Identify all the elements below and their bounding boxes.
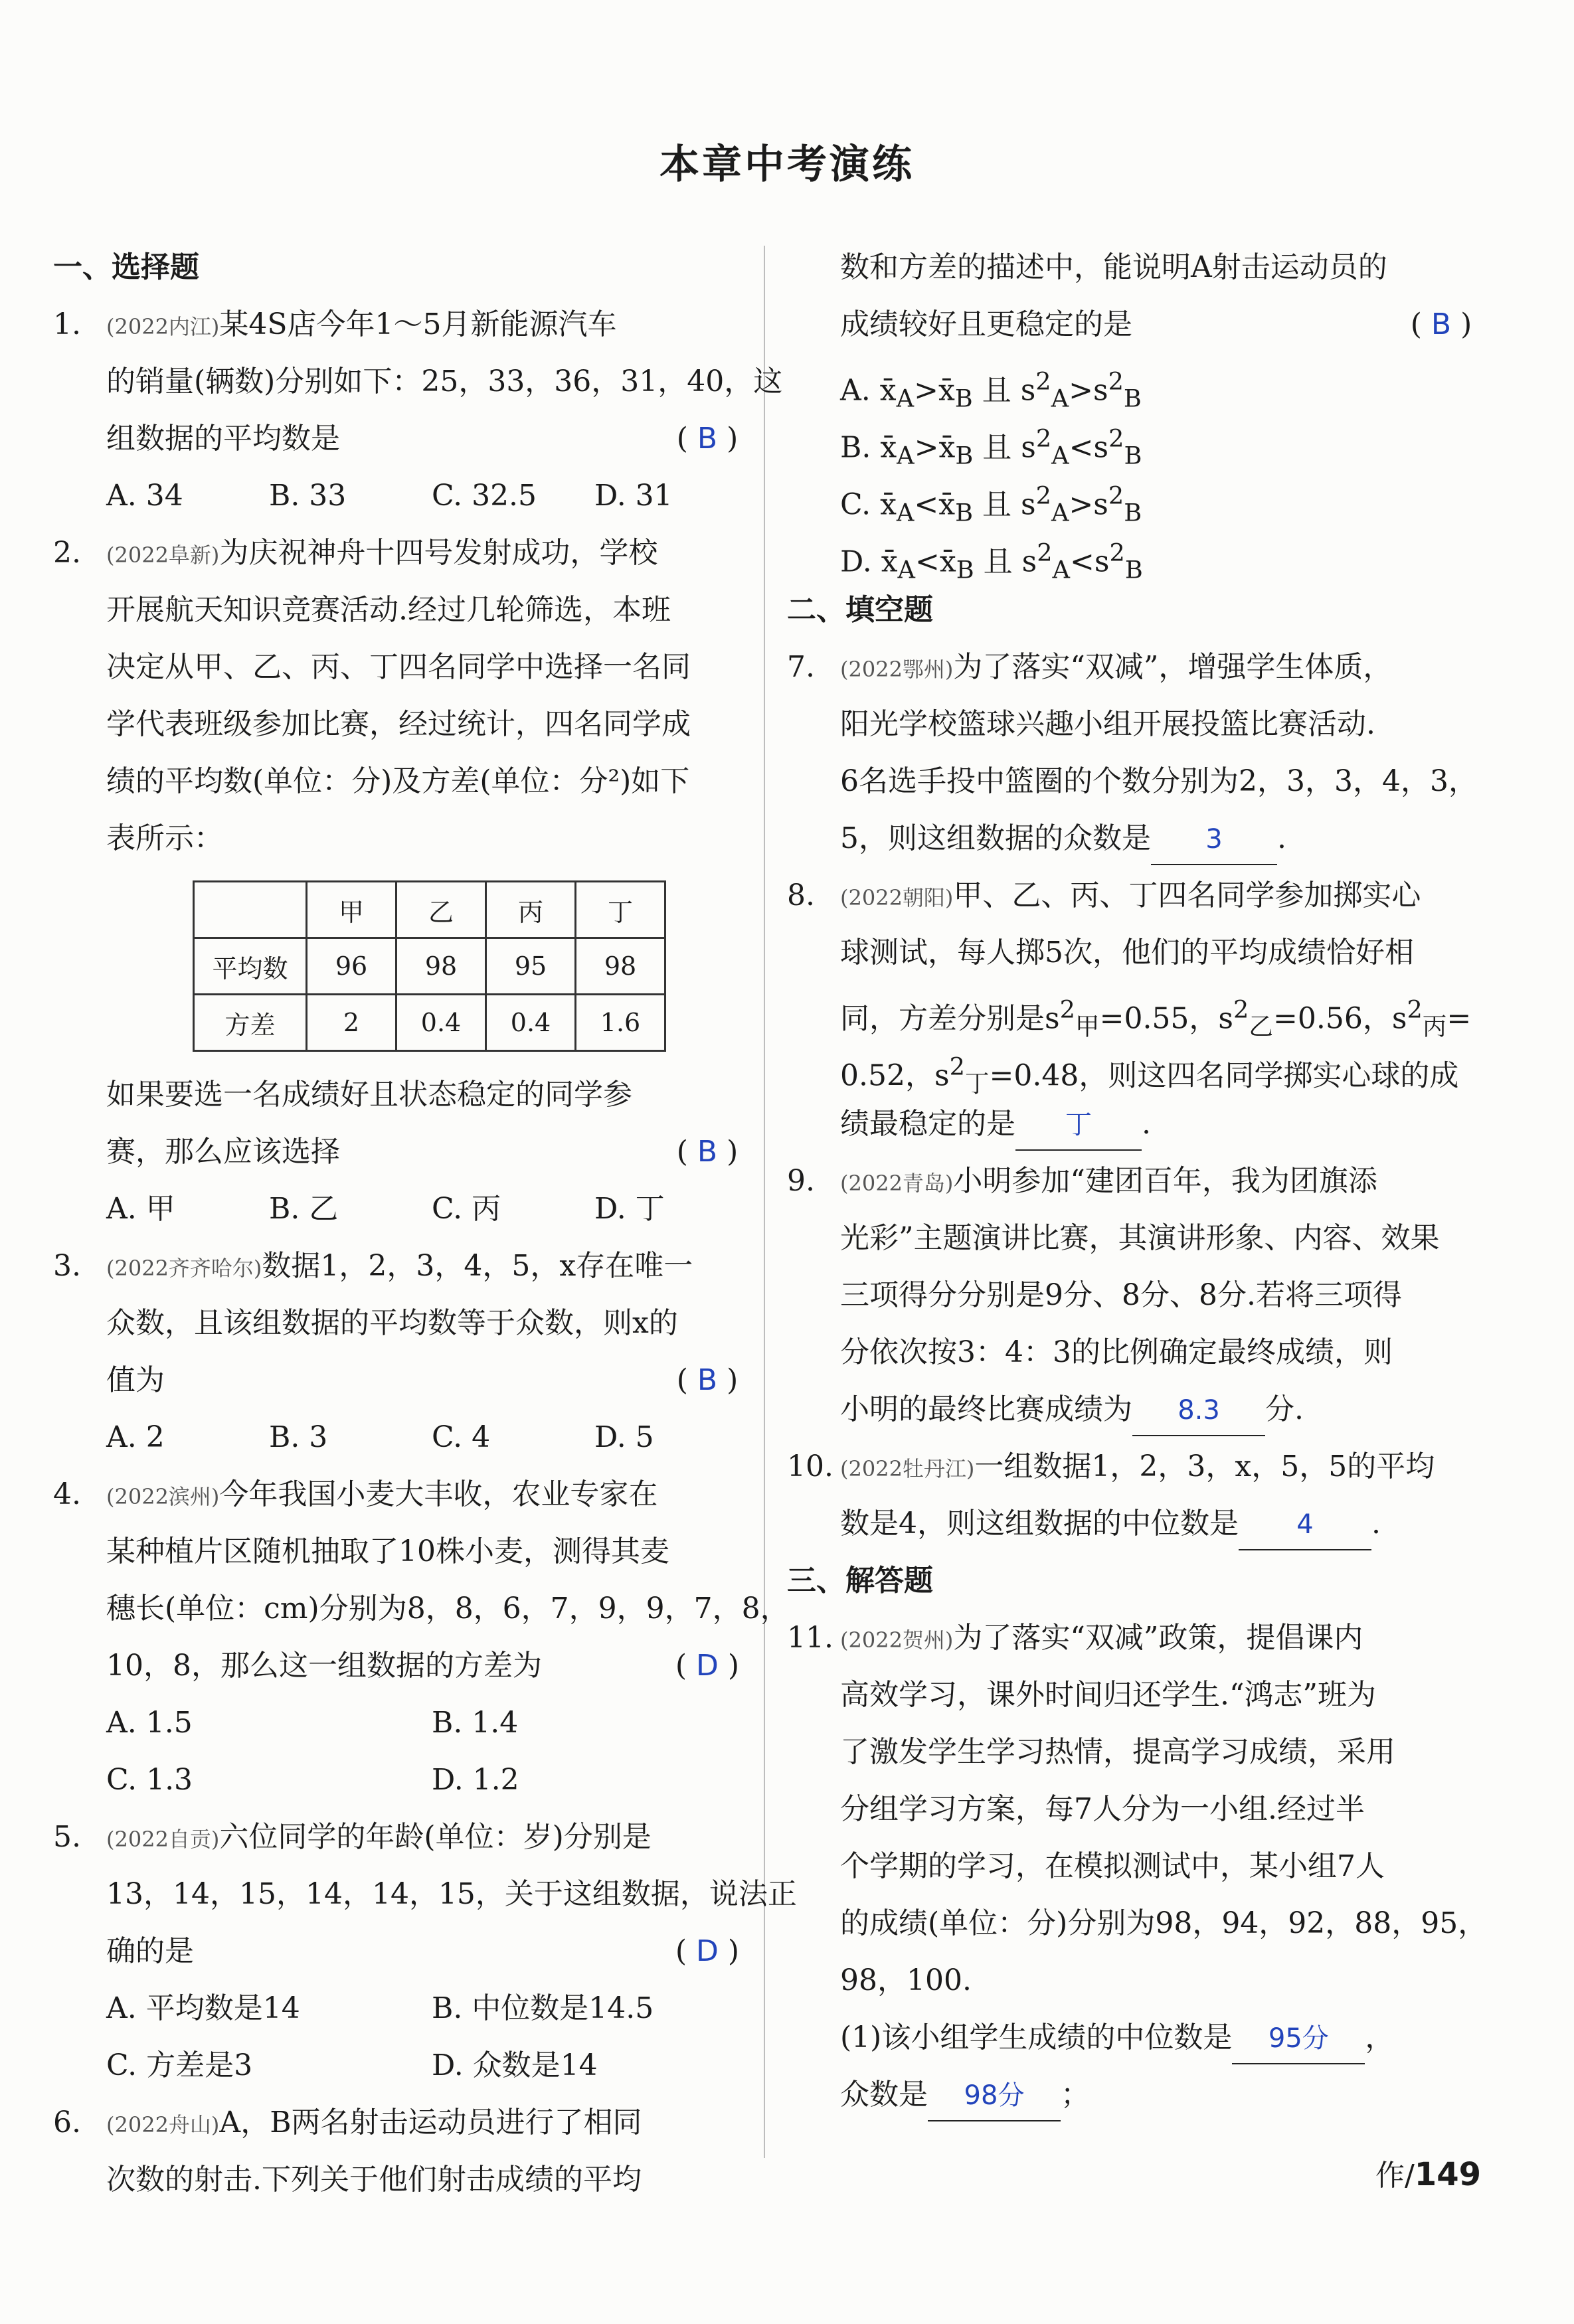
question-7-line-4: 5，则这组数据的众数是 3 . xyxy=(787,810,1491,867)
question-10-line-1: 10. (2022牡丹江)一组数据1，2，3，x，5，5的平均 xyxy=(787,1450,1435,1483)
question-6-option-b: B. $x̄_A>x̄_B$ 且 $s^2_A<s^2_B$ xyxy=(840,424,1142,470)
question-6-line-4: 成绩较好且更稳定的是 ( B ) xyxy=(787,296,1491,353)
question-1-line-1: 1. (2022内江)某4S店今年1～5月新能源汽车 xyxy=(53,307,617,341)
question-11-line-2: 高效学习，课外时间归还学生.“鸿志”班为 xyxy=(840,1678,1376,1712)
question-11-part-1-cont: 众数是 98分 ； xyxy=(787,2066,1491,2123)
question-2-line-3: 决定从甲、乙、丙、丁四名同学中选择一名同 xyxy=(106,650,691,684)
question-7-line-2: 阳光学校篮球兴趣小组开展投篮比赛活动. xyxy=(840,707,1375,741)
question-2-line-4: 学代表班级参加比赛，经过统计，四名同学成 xyxy=(106,707,691,741)
question-4-line-2: 某种植片区随机抽取了10株小麦，测得其麦 xyxy=(106,1535,669,1568)
question-6-option-d: D. $x̄_A<x̄_B$ 且 $s^2_A<s^2_B$ xyxy=(840,539,1143,584)
answer-blank: 丁 xyxy=(1015,1107,1142,1151)
question-8-line-2: 球测试，每人掷5次，他们的平均成绩恰好相 xyxy=(840,936,1414,969)
question-6-line-1: 6. (2022舟山)A，B两名射击运动员进行了相同 xyxy=(53,2106,642,2139)
question-5-options-row-1: A. 平均数是14 B. 中位数是14.5 xyxy=(106,1991,654,2025)
question-6-line-3: 数和方差的描述中，能说明A射击运动员的 xyxy=(840,250,1387,284)
question-10-line-2: 数是4，则这组数据的中位数是 4 . xyxy=(787,1495,1491,1552)
question-2-line-5: 绩的平均数(单位：分)及方差(单位：分²)如下 xyxy=(106,764,690,798)
question-11-line-6: 的成绩(单位：分)分别为98，94，92，88，95， xyxy=(840,1906,1488,1940)
page-number: 作/149 xyxy=(1375,2156,1481,2193)
question-8-line-4: 0.52，$s^2_丁=0.48$，则这四名同学掷实心球的成 xyxy=(840,1052,1459,1098)
question-6-option-a: A. $x̄_A>x̄_B$ 且 $s^2_A>s^2_B$ xyxy=(840,367,1142,413)
question-2-line-8: 赛，那么应该选择 ( B ) xyxy=(53,1123,757,1181)
question-11-line-5: 个学期的学习，在模拟测试中，某小组7人 xyxy=(840,1849,1385,1883)
answer-bracket: ( B ) xyxy=(676,422,739,456)
answer-blank: 3 xyxy=(1151,821,1277,865)
section-heading-fill: 二、填空题 xyxy=(787,593,933,627)
answer-blank: 95分 xyxy=(1232,2021,1365,2064)
question-4-line-4: 10，8，那么这一组数据的方差为 ( D ) xyxy=(53,1637,757,1695)
question-2-line-7: 如果要选一名成绩好且状态稳定的同学参 xyxy=(106,1078,632,1112)
question-5-options-row-2: C. 方差是3 D. 众数是14 xyxy=(106,2048,598,2082)
answer-bracket: ( B ) xyxy=(676,1135,739,1169)
question-6-line-2: 次数的射击.下列关于他们射击成绩的平均 xyxy=(106,2163,642,2197)
question-9-line-5: 小明的最终比赛成绩为 8.3 分. xyxy=(787,1381,1491,1438)
question-8-line-1: 8. (2022朝阳)甲、乙、丙、丁四名同学参加掷实心 xyxy=(787,878,1421,912)
question-9-line-1: 9. (2022青岛)小明参加“建团百年，我为团旗添 xyxy=(787,1164,1377,1198)
question-7-line-1: 7. (2022鄂州)为了落实“双减”，增强学生体质， xyxy=(787,650,1393,684)
answer-bracket: ( D ) xyxy=(675,1934,740,1968)
question-11-line-7: 98，100. xyxy=(840,1963,972,1997)
question-7-line-3: 6名选手投中篮圈的个数分别为2，3，3，4，3， xyxy=(840,764,1478,798)
question-9-line-4: 分依次按3：4：3的比例确定最终成绩，则 xyxy=(840,1335,1393,1369)
question-3-line-1: 3. (2022齐齐哈尔)数据1，2，3，4，5，x存在唯一 xyxy=(53,1249,693,1283)
question-1-options: A. 34 B. 33 C. 32.5 D. 31 xyxy=(106,479,673,513)
answer-bracket: ( B ) xyxy=(1410,307,1472,341)
answer-blank: 98分 xyxy=(928,2078,1061,2121)
question-9-line-3: 三项得分分别是9分、8分、8分.若将三项得 xyxy=(840,1278,1402,1312)
question-5-line-1: 5. (2022自贡)六位同学的年龄(单位：岁)分别是 xyxy=(53,1820,652,1854)
answer-blank: 4 xyxy=(1239,1507,1371,1550)
question-4-line-3: 穗长(单位：cm)分别为8，8，6，7，9，9，7，8， xyxy=(106,1592,790,1625)
question-6-option-c: C. $x̄_A<x̄_B$ 且 $s^2_A>s^2_B$ xyxy=(840,481,1142,527)
question-5-line-2: 13，14，15，14，14，15，关于这组数据，说法正 xyxy=(106,1877,797,1911)
question-8-line-5: 绩最稳定的是 丁 . xyxy=(787,1096,1491,1153)
answer-blank: 8.3 xyxy=(1132,1392,1265,1436)
table-row: 甲 乙 丙 丁 xyxy=(194,882,665,938)
question-4-options-row-1: A. 1.5 B. 1.4 xyxy=(106,1706,519,1740)
question-1-line-2: 的销量(辆数)分别如下：25，33，36，31，40，这 xyxy=(106,365,783,398)
question-11-line-4: 分组学习方案，每7人分为一小组.经过半 xyxy=(840,1792,1365,1826)
section-heading-solve: 三、解答题 xyxy=(787,1564,933,1598)
page-title: 本章中考演练 xyxy=(659,141,915,188)
question-8-line-3: 同，方差分别是$s^2_甲=0.55$，$s^2_乙=0.56$，$s^2_丙=$ xyxy=(840,995,1472,1041)
question-9-line-2: 光彩”主题演讲比赛，其演讲形象、内容、效果 xyxy=(840,1221,1440,1255)
section-heading-choice: 一、选择题 xyxy=(53,250,199,284)
question-5-line-3: 确的是 ( D ) xyxy=(53,1923,757,1980)
question-2-line-2: 开展航天知识竞赛活动.经过几轮筛选，本班 xyxy=(106,593,671,627)
answer-bracket: ( B ) xyxy=(676,1363,739,1397)
question-11-line-3: 了激发学生学习热情，提高学习成绩，采用 xyxy=(840,1735,1395,1769)
question-2-line-1: 2. (2022阜新)为庆祝神舟十四号发射成功，学校 xyxy=(53,536,658,570)
question-11-part-1: (1)该小组学生成绩的中位数是 95分 ， xyxy=(787,2009,1491,2066)
question-2-options: A. 甲 B. 乙 C. 丙 D. 丁 xyxy=(106,1192,665,1226)
table-row: 方差 2 0.4 0.4 1.6 xyxy=(194,995,665,1051)
left-column xyxy=(53,239,797,2208)
question-3-line-3: 值为 ( B ) xyxy=(53,1352,757,1409)
score-table xyxy=(193,880,666,1052)
answer-bracket: ( D ) xyxy=(675,1649,740,1683)
question-4-options-row-2: C. 1.3 D. 1.2 xyxy=(106,1763,519,1797)
question-2-line-6: 表所示： xyxy=(106,821,223,855)
question-11-line-1: 11. (2022贺州)为了落实“双减”政策，提倡课内 xyxy=(787,1621,1363,1655)
right-column xyxy=(787,239,1491,2123)
question-3-options: A. 2 B. 3 C. 4 D. 5 xyxy=(106,1420,654,1454)
question-1-line-3: 组数据的平均数是 ( B ) xyxy=(53,410,757,467)
table-row: 平均数 96 98 95 98 xyxy=(194,938,665,995)
question-3-line-2: 众数，且该组数据的平均数等于众数，则x的 xyxy=(106,1306,678,1340)
question-4-line-1: 4. (2022滨州)今年我国小麦大丰收，农业专家在 xyxy=(53,1477,658,1511)
